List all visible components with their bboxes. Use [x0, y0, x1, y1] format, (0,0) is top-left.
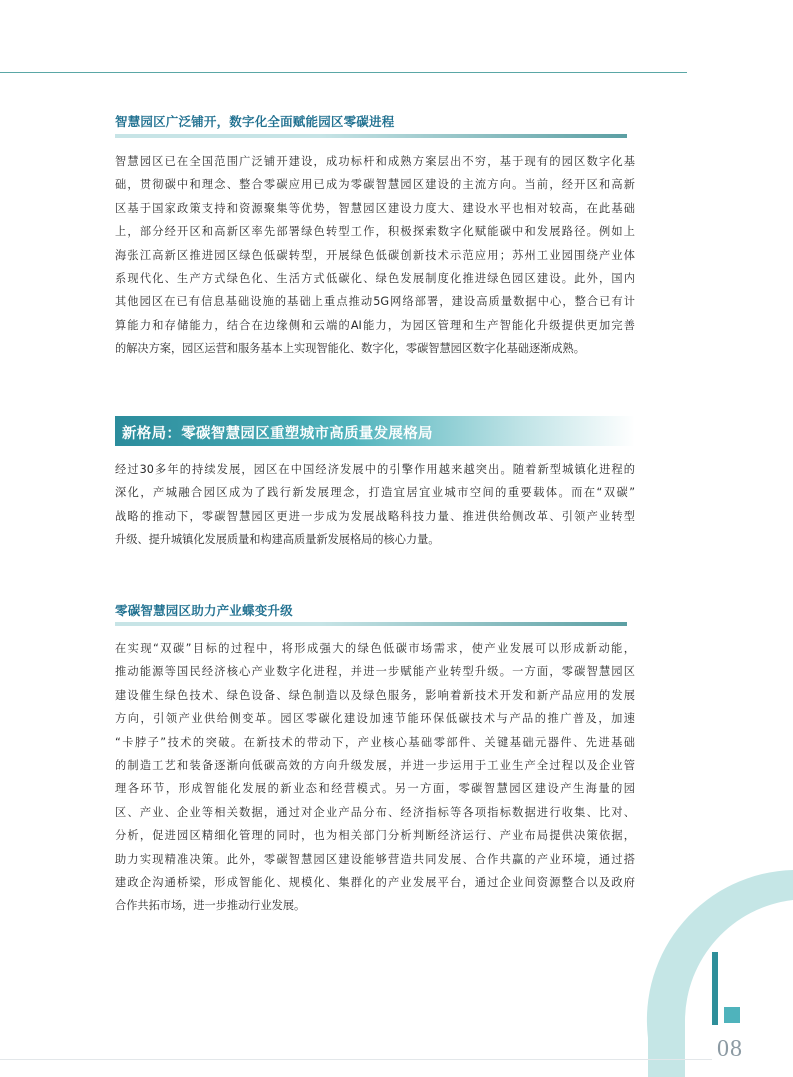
text-line: 合作共拓市场，进一步推动行业发展。 — [115, 899, 306, 913]
text-line: 经过30多年的持续发展，园区在中国经济发展中的引擎作用越来越突出。随着新型城镇化进程的 — [115, 463, 635, 476]
text-line: 智慧园区已在全国范围广泛铺开建设，成功标杆和成熟方案层出不穷，基于现有的园区数字化基 — [115, 155, 635, 168]
heading-underline — [115, 134, 627, 138]
bar-mark — [712, 952, 718, 1025]
text-line: “卡脖子”技术的突破。在新技术的带动下，产业核心基础零部件、关键基础元器件、先进基础 — [115, 735, 635, 749]
text-line: 分析，促进园区精细化管理的同时，也为相关部门分析判断经济运行、产业布局提供决策依据， — [115, 829, 635, 843]
section-heading-digital-zero-carbon: 智慧园区广泛铺开，数字化全面赋能园区零碳进程 — [115, 114, 395, 129]
text-line: 建政企沟通桥梁，形成智能化、规模化、集群化的产业发展平台，通过企业间资源整合以及政府 — [115, 876, 635, 890]
text-line: 础，贯彻碳中和理念、整合零碳应用已成为零碳智慧园区建设的主流方向。当前，经开区和高新 — [115, 178, 635, 192]
text-line: 战略的推动下，零碳智慧园区更进一步成为发展战略科技力量、推进供给侧改革、引领产业转型 — [115, 509, 635, 523]
text-line: 深化，产城融合园区成为了践行新发展理念，打造宜居宜业城市空间的重要载体。而在“双碳” — [115, 486, 635, 500]
text-line: 区、产业、企业等相关数据，通过对企业产品分布、经济指标等各项指标数据进行收集、比对、 — [115, 805, 635, 819]
paragraph-industry-upgrade — [115, 637, 635, 918]
text-line: 理各环节，形成智能化发展的新业态和经营模式。另一方面，零碳智慧园区建设产生海量的园 — [115, 782, 635, 796]
text-line: 推动能源等国民经济核心产业数字化进程，并进一步赋能产业转型升级。一方面，零碳智慧园区 — [115, 665, 635, 679]
text-line: 的解决方案，园区运营和服务基本上实现智能化、数字化，零碳智慧园区数字化基础逐渐成熟。 — [115, 342, 585, 356]
text-line: 区基于国家政策支持和资源聚集等优势，智慧园区建设力度大、建设水平也相对较高，在此基础 — [115, 201, 635, 215]
square-mark — [724, 1007, 740, 1023]
header-rule — [0, 72, 687, 73]
banner-title: 新格局：零碳智慧园区重塑城市高质量发展格局 — [122, 426, 433, 442]
text-line: 方向，引领产业供给侧变革。园区零碳化建设加速节能环保低碳技术与产品的推广普及，加速 — [115, 712, 635, 726]
text-line: 建设催生绿色技术、绿色设备、绿色制造以及绿色服务，影响着新技术开发和新产品应用的发展 — [115, 688, 635, 702]
footer-rule — [0, 1059, 712, 1060]
text-line: 的制造工艺和装备逐渐向低碳高效的方向升级发展，并进一步运用于工业生产全过程以及企业管 — [115, 759, 635, 773]
section-heading-industry-upgrade: 零碳智慧园区助力产业蝶变升级 — [115, 603, 293, 618]
text-line: 海张江高新区推进园区绿色低碳转型，开展绿色低碳创新技术示范应用；苏州工业园围绕产业体 — [115, 248, 635, 262]
text-line: 在实现“双碳”目标的过程中，将形成强大的绿色低碳市场需求，使产业发展可以形成新动能， — [115, 642, 635, 655]
text-line: 其他园区在已有信息基础设施的基础上重点推动5G网络部署，建设高质量数据中心，整合已有计 — [115, 295, 635, 309]
paragraph-new-pattern — [115, 458, 635, 552]
section-banner — [115, 416, 635, 446]
page-number: 08 — [717, 1036, 743, 1062]
heading-underline — [115, 622, 627, 626]
text-line: 上，部分经开区和高新区率先部署绿色转型工作，积极探索数字化赋能碳中和发展路径。例如上 — [115, 225, 635, 239]
corner-decoration — [630, 870, 793, 1077]
paragraph-digital-park — [115, 150, 635, 361]
text-line: 助力实现精准决策。此外，零碳智慧园区建设能够营造共同发展、合作共赢的产业环境，通过搭 — [115, 852, 635, 866]
text-line: 系现代化、生产方式绿色化、生活方式低碳化、绿色发展制度化推进绿色园区建设。此外，国内 — [115, 272, 635, 286]
text-line: 升级、提升城镇化发展质量和构建高质量新发展格局的核心力量。 — [115, 533, 440, 547]
text-line: 算能力和存储能力，结合在边缘侧和云端的AI能力，为园区管理和生产智能化升级提供更加完善 — [115, 318, 635, 332]
